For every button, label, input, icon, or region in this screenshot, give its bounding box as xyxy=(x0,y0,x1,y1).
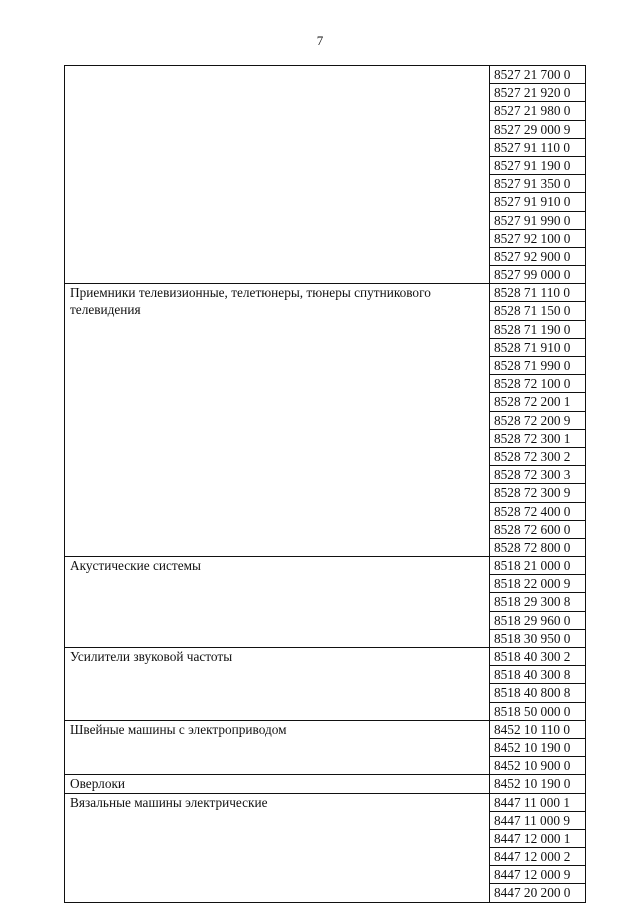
code-item: 8447 20 200 0 xyxy=(490,883,585,901)
code-item: 8518 50 000 0 xyxy=(490,702,585,720)
code-list-cell xyxy=(490,793,586,902)
code-item: 8527 91 110 0 xyxy=(490,138,585,156)
code-item: 8528 71 910 0 xyxy=(490,338,585,356)
code-item: 8528 71 190 0 xyxy=(490,320,585,338)
code-item: 8527 99 000 0 xyxy=(490,265,585,283)
code-item: 8528 72 300 3 xyxy=(490,465,585,483)
product-name-cell: Вязальные машины электрические xyxy=(65,793,490,902)
code-item: 8528 72 300 2 xyxy=(490,447,585,465)
code-item: 8527 92 100 0 xyxy=(490,229,585,247)
code-item: 8527 21 980 0 xyxy=(490,101,585,119)
code-list-cell xyxy=(490,557,586,648)
table-body xyxy=(65,66,586,903)
code-item: 8528 72 400 0 xyxy=(490,502,585,520)
code-item: 8447 11 000 9 xyxy=(490,811,585,829)
code-item: 8528 72 200 1 xyxy=(490,392,585,410)
page-number: 7 xyxy=(316,33,324,48)
code-item: 8527 21 920 0 xyxy=(490,83,585,101)
product-name-cell: Усилители звуковой частоты xyxy=(65,648,490,721)
code-list-cell xyxy=(490,775,586,793)
code-item: 8528 72 300 9 xyxy=(490,483,585,501)
code-item: 8518 22 000 9 xyxy=(490,574,585,592)
code-item: 8518 40 300 2 xyxy=(494,649,571,664)
product-name-cell: Швейные машины с электроприводом xyxy=(65,720,490,775)
code-item: 8447 12 000 1 xyxy=(490,829,585,847)
product-code-table xyxy=(64,65,586,903)
table-row xyxy=(65,648,586,721)
code-item: 8518 21 000 0 xyxy=(494,558,571,574)
code-item: 8528 72 300 1 xyxy=(490,429,585,447)
table-row xyxy=(65,284,586,557)
code-item: 8447 12 000 2 xyxy=(490,847,585,865)
code-item: 8527 91 350 0 xyxy=(490,174,585,192)
product-name-cell: Оверлоки xyxy=(65,775,490,793)
code-list-cell xyxy=(490,648,586,721)
code-item: 8527 21 700 0 xyxy=(494,67,571,82)
code-item: 8528 71 110 0 xyxy=(494,285,570,301)
product-name-cell: Акустические системы xyxy=(65,557,490,648)
code-item: 8528 71 150 0 xyxy=(490,301,585,319)
code-item: 8527 91 990 0 xyxy=(490,211,585,229)
table-row xyxy=(65,793,586,902)
code-item: 8518 29 300 8 xyxy=(490,592,585,610)
table-row xyxy=(65,557,586,648)
code-item: 8447 12 000 9 xyxy=(490,865,585,883)
code-list-cell xyxy=(490,720,586,775)
code-item: 8528 71 990 0 xyxy=(490,356,585,374)
code-item: 8518 40 300 8 xyxy=(490,665,585,683)
code-item: 8527 29 000 9 xyxy=(490,120,585,138)
code-item: 8518 40 800 8 xyxy=(490,683,585,701)
code-item: 8528 72 200 9 xyxy=(490,411,585,429)
table-row xyxy=(65,720,586,775)
code-item: 8447 11 000 1 xyxy=(494,794,570,810)
code-item: 8527 92 900 0 xyxy=(490,247,585,265)
code-item: 8527 91 910 0 xyxy=(490,192,585,210)
code-item: 8527 91 190 0 xyxy=(490,156,585,174)
code-item: 8452 10 190 0 xyxy=(494,776,571,792)
table-row xyxy=(65,66,586,284)
code-item: 8452 10 190 0 xyxy=(490,738,585,756)
code-item: 8452 10 110 0 xyxy=(494,721,570,737)
table-row xyxy=(65,775,586,793)
code-list-cell xyxy=(490,284,586,557)
code-item: 8528 72 600 0 xyxy=(490,520,585,538)
code-item: 8528 72 800 0 xyxy=(490,538,585,556)
code-item: 8518 30 950 0 xyxy=(490,629,585,647)
product-name-cell xyxy=(65,66,490,284)
code-item: 8518 29 960 0 xyxy=(490,611,585,629)
product-name-cell: Приемники телевизионные, телетюнеры, тюнеры спутникового телевидения xyxy=(65,284,490,557)
code-item: 8452 10 900 0 xyxy=(490,756,585,774)
code-item: 8528 72 100 0 xyxy=(490,374,585,392)
code-list-cell xyxy=(490,66,586,284)
